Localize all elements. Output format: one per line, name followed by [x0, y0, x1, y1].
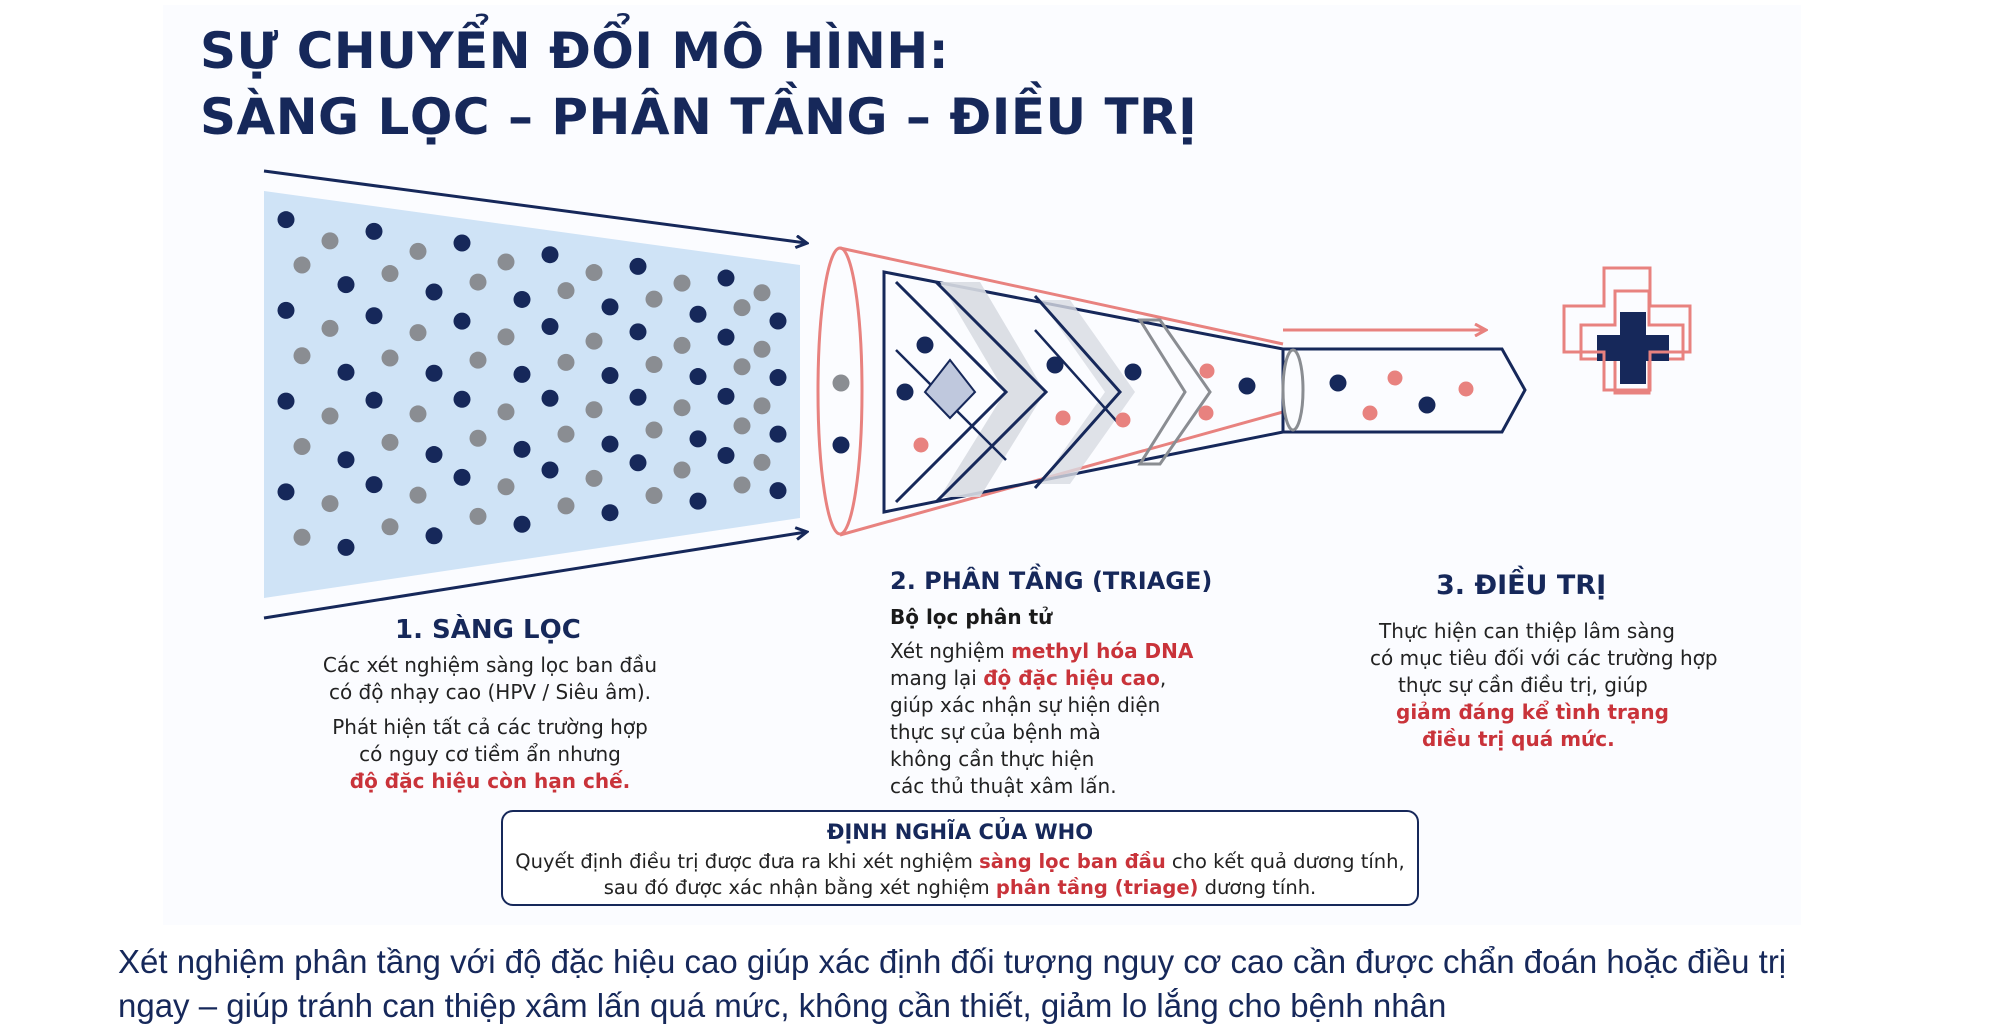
- particle-dot: [690, 430, 707, 447]
- particle-dot: [454, 313, 471, 330]
- particle-dot: [558, 497, 575, 514]
- particle-dot: [278, 483, 295, 500]
- particle-dot: [734, 358, 751, 375]
- particle-dot: [646, 487, 663, 504]
- particle-dot: [602, 367, 619, 384]
- particle-dot: [294, 529, 311, 546]
- particle-dot: [294, 347, 311, 364]
- particle-dot: [410, 324, 427, 341]
- particle-dot: [630, 323, 647, 340]
- step1-note: [300, 714, 680, 795]
- step2-subheading: Bộ lọc phân tử: [890, 605, 1053, 629]
- particle-dot: [366, 476, 383, 493]
- particle-dot: [674, 399, 691, 416]
- particle-dot: [278, 211, 295, 228]
- particle-dot: [410, 405, 427, 422]
- particle-dot: [366, 307, 383, 324]
- caption: [118, 940, 1978, 1028]
- step2-line2-highlight: độ đặc hiệu cao: [983, 666, 1160, 690]
- who-line1-c: cho kết quả dương tính,: [1165, 850, 1405, 873]
- particle-dot: [542, 246, 559, 263]
- particle-dot: [602, 504, 619, 521]
- particle-dot: [1200, 364, 1215, 379]
- step3-line3: thực sự cần điều trị, giúp: [1398, 673, 1648, 697]
- particle-dot: [278, 302, 295, 319]
- step2-line6: các thủ thuật xâm lấn.: [890, 774, 1117, 798]
- particle-dot: [278, 393, 295, 410]
- particle-dot: [770, 369, 787, 386]
- particle-dot: [630, 454, 647, 471]
- step1-desc-line2: có độ nhạy cao (HPV / Siêu âm).: [328, 680, 652, 704]
- particle-dot: [690, 306, 707, 323]
- particle-dot: [1363, 406, 1378, 421]
- particle-dot: [514, 441, 531, 458]
- particle-dot: [1056, 411, 1071, 426]
- particle-dot: [718, 270, 735, 287]
- step2-line1-highlight: methyl hóa DNA: [1011, 639, 1194, 663]
- who-line1-highlight: sàng lọc ban đầu: [979, 850, 1166, 873]
- medical-cross-icon: [1564, 268, 1690, 393]
- particle-dot: [454, 469, 471, 486]
- who-definition-box: [501, 810, 1419, 906]
- particle-dot: [382, 349, 399, 366]
- particle-dot: [514, 291, 531, 308]
- particle-dot: [366, 392, 383, 409]
- step3-line2: có mục tiêu đối với các trường hợp: [1370, 646, 1718, 670]
- particle-dot: [1239, 378, 1256, 395]
- particle-dot: [754, 454, 771, 471]
- particle-dot: [542, 390, 559, 407]
- particle-dot: [426, 284, 443, 301]
- particle-dot: [322, 495, 339, 512]
- particle-dot: [754, 397, 771, 414]
- particle-dot: [1125, 364, 1142, 381]
- particle-dot: [914, 438, 929, 453]
- particle-dot: [602, 436, 619, 453]
- step1-note-line1: Phát hiện tất cả các trường hợp: [332, 715, 648, 739]
- particle-dot: [410, 243, 427, 260]
- particle-dot: [470, 508, 487, 525]
- particle-dot: [674, 461, 691, 478]
- particle-dot: [586, 264, 603, 281]
- particle-dot: [917, 337, 934, 354]
- who-line1: [503, 850, 1417, 873]
- particle-dot: [770, 312, 787, 329]
- particle-dot: [718, 329, 735, 346]
- particle-dot: [382, 434, 399, 451]
- who-title: ĐỊNH NGHĨA CỦA WHO: [826, 820, 1094, 844]
- particle-dot: [382, 518, 399, 535]
- caption-line2: ngay – giúp tránh can thiệp xâm lấn quá mức, không cần thiết, giảm lo lắng cho bệnh nhân: [118, 987, 1447, 1024]
- particle-dot: [630, 258, 647, 275]
- particle-dot: [382, 265, 399, 282]
- particle-dot: [646, 356, 663, 373]
- particle-dot: [322, 320, 339, 337]
- particle-dot: [1199, 406, 1214, 421]
- particle-dot: [602, 298, 619, 315]
- step2-line3: giúp xác nhận sự hiện diện: [890, 693, 1161, 717]
- particle-dot: [690, 493, 707, 510]
- particle-dot: [718, 388, 735, 405]
- particle-dot: [470, 274, 487, 291]
- who-line2: [503, 876, 1417, 899]
- particle-dot: [426, 446, 443, 463]
- treatment-dots: [1330, 371, 1474, 421]
- step2-line5: không cần thực hiện: [890, 747, 1095, 771]
- particle-dot: [1459, 382, 1474, 397]
- particle-dot: [498, 403, 515, 420]
- particle-dot: [410, 487, 427, 504]
- step2-heading: 2. PHÂN TẦNG (TRIAGE): [890, 567, 1213, 595]
- particle-dot: [558, 426, 575, 443]
- particle-dot: [498, 253, 515, 270]
- particle-dot: [1116, 413, 1131, 428]
- step3-line1: Thực hiện can thiệp lâm sàng: [1379, 619, 1675, 643]
- particle-dot: [454, 235, 471, 252]
- step2-line4: thực sự của bệnh mà: [890, 720, 1101, 744]
- particle-dot: [322, 232, 339, 249]
- particle-dot: [646, 422, 663, 439]
- step3-description: [1370, 618, 1718, 753]
- particle-dot: [542, 462, 559, 479]
- step2-line2-c: ,: [1159, 666, 1167, 690]
- treatment-tube: [1283, 349, 1525, 432]
- particle-dot: [718, 447, 735, 464]
- step1-desc-line1: Các xét nghiệm sàng lọc ban đầu: [322, 653, 658, 677]
- step3-line4-highlight: giảm đáng kể tình trạng: [1396, 700, 1669, 724]
- particle-dot: [542, 318, 559, 335]
- molecular-filter-chevrons: [896, 282, 1210, 502]
- particle-dot: [294, 438, 311, 455]
- particle-dot: [586, 470, 603, 487]
- particle-dot: [338, 364, 355, 381]
- step1-description: [300, 652, 680, 706]
- step3-line5-highlight: điều trị quá mức.: [1422, 727, 1615, 751]
- who-line1-a: Quyết định điều trị được đưa ra khi xét nghiệm: [515, 850, 980, 873]
- who-line2-highlight: phân tầng (triage): [995, 876, 1199, 899]
- step1-note-highlight: độ đặc hiệu còn hạn chế.: [349, 769, 631, 793]
- particle-dot: [470, 352, 487, 369]
- particle-dot: [734, 299, 751, 316]
- particle-dot: [514, 366, 531, 383]
- particle-dot: [833, 375, 850, 392]
- step2-description: [890, 638, 1193, 800]
- particle-dot: [1419, 397, 1436, 414]
- particle-dot: [322, 407, 339, 424]
- particle-dot: [833, 437, 850, 454]
- particle-dot: [674, 275, 691, 292]
- step1-note-line2: có nguy cơ tiềm ẩn nhưng: [359, 742, 621, 766]
- particle-dot: [426, 527, 443, 544]
- particle-dot: [514, 516, 531, 533]
- particle-dot: [338, 276, 355, 293]
- particle-dot: [1047, 357, 1064, 374]
- particle-dot: [770, 482, 787, 499]
- particle-dot: [586, 401, 603, 418]
- particle-dot: [470, 430, 487, 447]
- particle-dot: [338, 451, 355, 468]
- particle-dot: [338, 539, 355, 556]
- particle-dot: [734, 477, 751, 494]
- particle-dot: [558, 354, 575, 371]
- particle-dot: [734, 417, 751, 434]
- particle-dot: [1330, 375, 1347, 392]
- particle-dot: [646, 291, 663, 308]
- tube-ring: [1283, 350, 1303, 430]
- particle-dot: [558, 282, 575, 299]
- particle-dot: [897, 384, 914, 401]
- particle-dot: [1388, 371, 1403, 386]
- particle-dot: [690, 368, 707, 385]
- step2-line2-a: mang lại: [890, 666, 984, 690]
- particle-dot: [426, 365, 443, 382]
- particle-dot: [498, 478, 515, 495]
- who-line2-a: sau đó được xác nhận bằng xét nghiệm: [603, 876, 996, 899]
- particle-dot: [454, 391, 471, 408]
- step2-line1-a: Xét nghiệm: [890, 639, 1012, 663]
- caption-line1: Xét nghiệm phân tầng với độ đặc hiệu cao giúp xác định đối tượng nguy cơ cao cần được chẩn đoán hoặc điều trị: [118, 943, 1787, 980]
- particle-dot: [294, 257, 311, 274]
- particle-dot: [630, 389, 647, 406]
- particle-dot: [674, 337, 691, 354]
- page-title-line2: SÀNG LỌC – PHÂN TẦNG – ĐIỀU TRỊ: [200, 88, 1198, 146]
- particle-dot: [754, 341, 771, 358]
- particle-dot: [770, 426, 787, 443]
- step3-heading: 3. ĐIỀU TRỊ: [1436, 570, 1607, 601]
- particle-dot: [586, 333, 603, 350]
- who-line2-c: dương tính.: [1198, 876, 1317, 899]
- step1-heading: 1. SÀNG LỌC: [395, 615, 581, 645]
- particle-dot: [366, 223, 383, 240]
- page-title-line1: SỰ CHUYỂN ĐỔI MÔ HÌNH:: [200, 22, 950, 80]
- particle-dot: [498, 328, 515, 345]
- particle-dot: [754, 284, 771, 301]
